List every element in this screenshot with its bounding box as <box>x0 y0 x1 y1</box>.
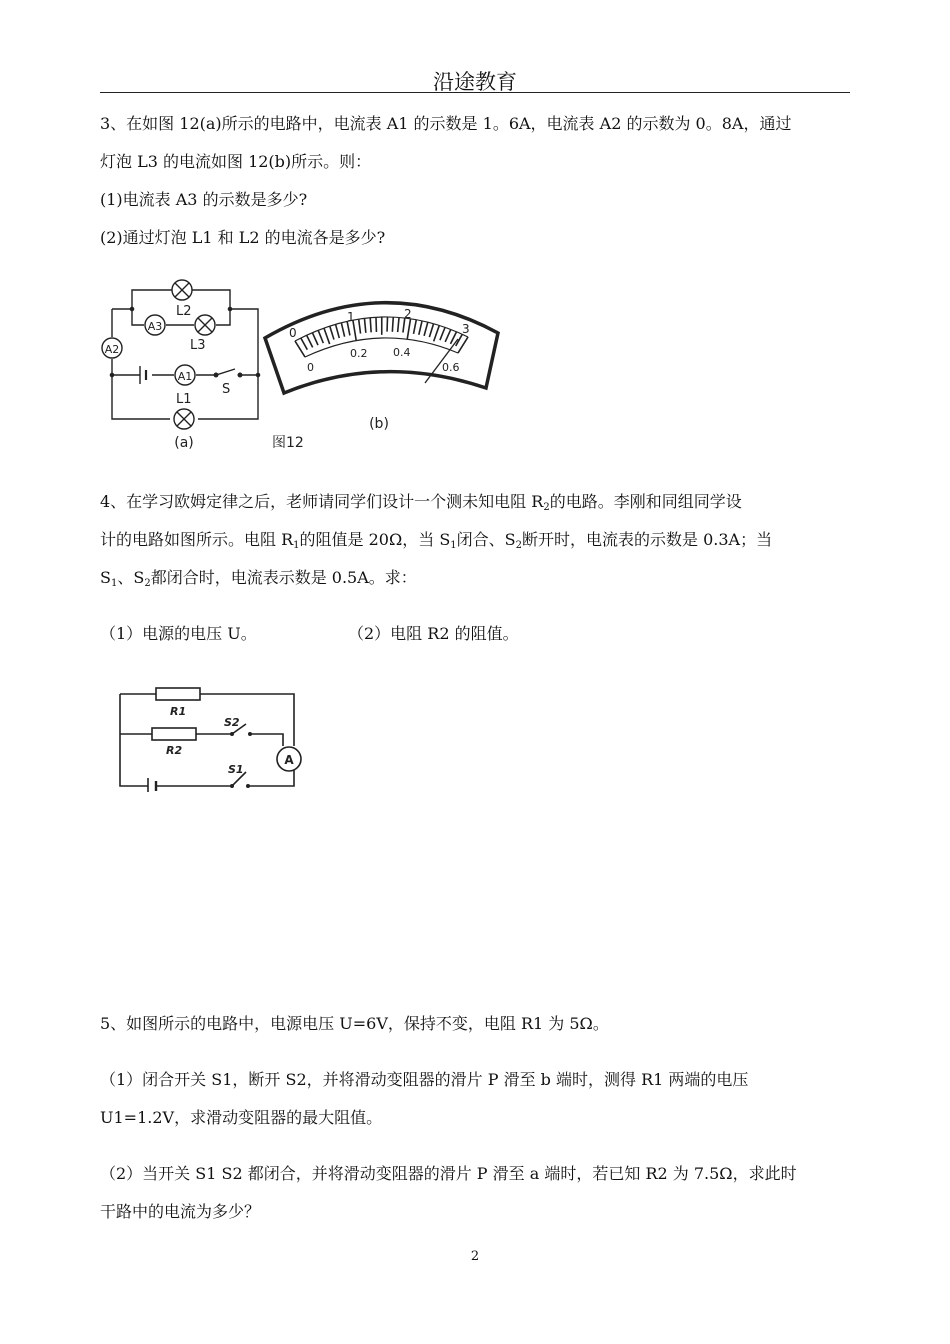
meter-top-0: 0 <box>289 326 297 340</box>
meter-ticks <box>295 317 468 357</box>
q3-line-2: 灯泡 L3 的电流如图 12(b)所示。则： <box>100 152 372 171</box>
q4-line-2-c: 闭合、S <box>456 530 516 549</box>
q3-sub-2: (2)通过灯泡 L1 和 L2 的电流各是多少? <box>100 228 386 247</box>
meter-tick <box>398 317 399 332</box>
meter-top-3: 3 <box>462 322 470 336</box>
q4-line-3-c: 都闭合时，电流表示数是 0.5A。求： <box>150 568 417 587</box>
q4-line-1-b: 的电路。李刚和同组同学设 <box>549 492 742 511</box>
q4-line-1 <box>100 492 742 518</box>
figure-caption: 图12 <box>272 435 304 451</box>
lamp-l2-icon <box>172 280 192 300</box>
q5-sub-1-line-2: U1=1.2V，求滑动变阻器的最大阻值。 <box>100 1108 383 1127</box>
meter-tick <box>434 325 440 341</box>
figure-q4-circuit <box>108 682 308 792</box>
lamp-l1-icon <box>174 409 194 429</box>
caption-a: (a) <box>174 435 194 451</box>
meter-tick <box>301 338 308 350</box>
meter-tick <box>341 323 344 337</box>
meter-tick <box>312 333 318 345</box>
q4-line-3-sub-1: 1 <box>110 578 118 589</box>
meter-bottom-0: 0 <box>307 361 314 374</box>
caption-b: (b) <box>369 416 389 432</box>
q4-line-2 <box>100 530 772 556</box>
meter-tick <box>445 329 451 341</box>
meter-tick <box>392 317 393 332</box>
meter-tick <box>330 326 334 339</box>
meter-tick <box>318 330 323 343</box>
q3-line-1: 3、在如图 12(a)所示的电路中，电流表 A1 的示数是 1。6A，电流表 A2 的示数为 0。8A，通过 <box>100 114 792 133</box>
q4-line-1-sub: 2 <box>543 502 550 513</box>
q4-line-2-sub-3: 2 <box>515 540 522 551</box>
meter-tick <box>407 319 410 339</box>
page-number: 2 <box>470 1249 480 1264</box>
page-header-title: 沿途教育 <box>433 70 517 94</box>
q4-sub-2: （2）电阻 R2 的阻值。 <box>348 624 519 643</box>
meter-tick <box>419 321 422 335</box>
figure-12 <box>100 275 520 460</box>
meter-tick <box>307 335 313 347</box>
meter-tick <box>424 322 428 336</box>
meter-tick <box>364 318 365 333</box>
meter-tick <box>370 318 371 333</box>
meter-tick <box>414 320 417 334</box>
q4-line-2-d: 断开时，电流表的示数是 0.3A；当 <box>522 530 773 549</box>
switch-s2-label: S2 <box>224 716 240 729</box>
q5-line-1: 5、如图所示的电路中，电源电压 U=6V，保持不变，电阻 R1 为 5Ω。 <box>100 1014 609 1033</box>
lamp-l3-label: L3 <box>190 338 206 353</box>
q4-line-3-sub-2: 2 <box>144 578 151 589</box>
resistor-r1-label: R1 <box>170 705 187 718</box>
switch-s1-label: S1 <box>228 763 244 776</box>
meter-top-2: 2 <box>404 307 412 321</box>
meter-top-1: 1 <box>347 310 355 324</box>
q3-sub-1: (1)电流表 A3 的示数是多少? <box>100 190 308 209</box>
meter-tick <box>336 324 340 338</box>
meter-bottom-2: 0.4 <box>393 346 411 359</box>
q5-sub-1-line-1: （1）闭合开关 S1，断开 S2，并将滑动变阻器的滑片 P 滑至 b 端时，测得 R1 两端的电压 <box>100 1070 749 1089</box>
lamp-l2-label: L2 <box>176 304 192 319</box>
ammeter-a2-label: A2 <box>104 343 120 356</box>
meter-bottom-3: 0.6 <box>442 361 460 374</box>
meter-tick <box>359 319 361 333</box>
q4-line-3 <box>100 568 417 594</box>
ammeter-a3-label: A3 <box>147 320 163 333</box>
q4-sub-1: （1）电源的电压 U。 <box>100 624 257 643</box>
resistor-r1-icon <box>156 688 200 700</box>
ammeter-a1-label: A1 <box>177 370 193 383</box>
q4-line-1-a: 4、在学习欧姆定律之后，老师请同学们设计一个测未知电阻 R <box>100 492 544 511</box>
resistor-r2-icon <box>152 728 196 740</box>
resistor-r2-label: R2 <box>166 744 183 757</box>
q4-line-3-a: S <box>100 568 111 587</box>
meter-tick <box>324 328 330 344</box>
q4-line-3-b: 、S <box>117 568 145 587</box>
q4-line-2-b: 的阻值是 20Ω，当 S <box>299 530 451 549</box>
meter-tick <box>429 324 433 337</box>
meter-tick <box>440 327 445 340</box>
header-rule <box>100 92 850 93</box>
lamp-l1-label: L1 <box>176 392 192 407</box>
q5-sub-2-line-2: 干路中的电流为多少？ <box>100 1202 261 1221</box>
lamp-l3-icon <box>195 315 215 335</box>
q4-line-2-sub-1: 1 <box>293 540 300 551</box>
q4-line-2-a: 计的电路如图所示。电阻 R <box>100 530 294 549</box>
switch-s-label: S <box>222 382 231 397</box>
ammeter-label: A <box>284 753 294 767</box>
q4-line-2-sub-2: 1 <box>450 540 457 551</box>
meter-bottom-1: 0.2 <box>350 347 368 360</box>
q5-sub-2-line-1: （2）当开关 S1 S2 都闭合，并将滑动变阻器的滑片 P 滑至 a 端时，若已知 R2 为 7.5Ω，求此时 <box>100 1164 797 1183</box>
